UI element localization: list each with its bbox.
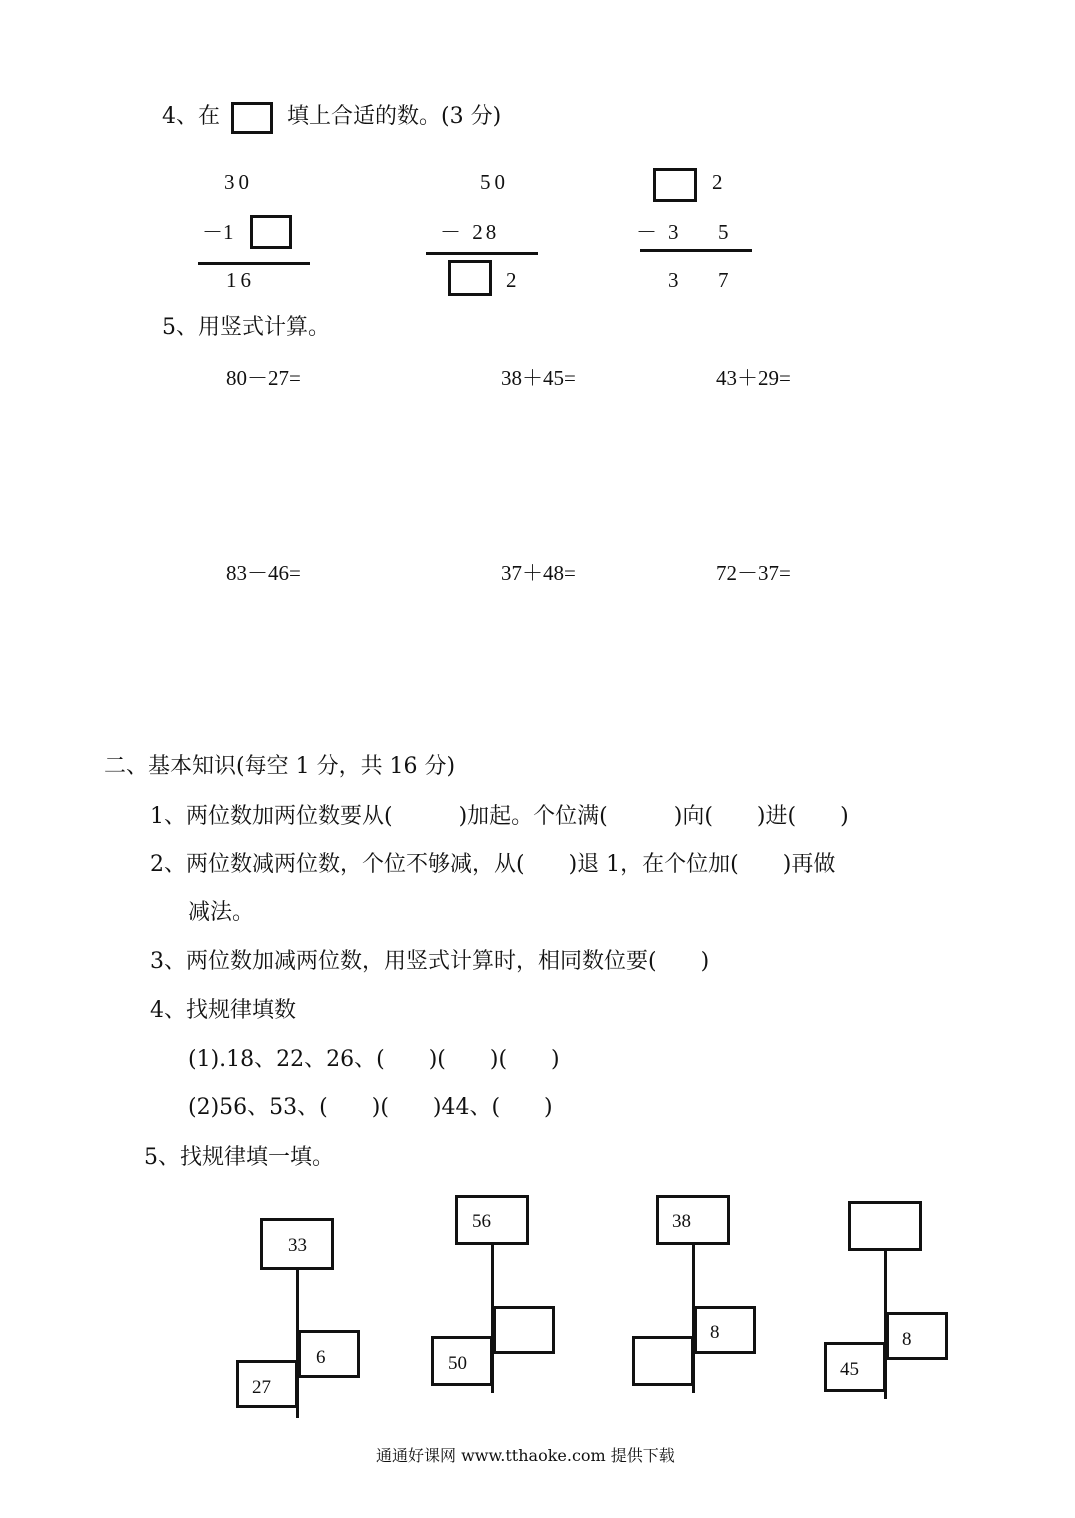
q5-title: 5、用竖式计算。 [162, 315, 330, 340]
q4-p1-result: 16 [226, 268, 255, 292]
q4-p1-minus: －1 [202, 220, 234, 244]
tree-3-right-value: 8 [710, 1322, 720, 1343]
q5-expr-2: 38＋45= [501, 366, 576, 390]
q4-p3-result-ones: 7 [718, 268, 729, 292]
tree-1-top-value: 33 [288, 1235, 307, 1256]
q4-p3-blank[interactable] [653, 168, 697, 202]
q4-p2-result: 2 [506, 268, 517, 292]
q5-expr-4: 83－46= [226, 561, 301, 585]
s2-q2-line2: 减法。 [188, 900, 255, 925]
tree-4-top-box[interactable] [848, 1201, 922, 1251]
q5-expr-6: 72－37= [716, 561, 791, 585]
q4-p1-line [198, 262, 310, 265]
q5-expr-5: 37＋48= [501, 561, 576, 585]
tree-1-right-box [298, 1330, 360, 1378]
tree-2-left-value: 50 [448, 1353, 467, 1374]
tree-2-top-value: 56 [472, 1211, 491, 1232]
q5-expr-3: 43＋29= [716, 366, 791, 390]
tree-2-top-box [455, 1195, 529, 1245]
section2-title: 二、基本知识(每空 1 分，共 16 分) [104, 754, 456, 779]
q5-expr-1: 80－27= [226, 366, 301, 390]
tree-3-left-box[interactable] [632, 1336, 694, 1386]
tree-3-top-box [656, 1195, 730, 1245]
s2-q4-2: (2)56、53、( )( )44、( ) [188, 1095, 553, 1120]
tree-1-right-value: 6 [316, 1347, 326, 1368]
s2-q3: 3、两位数加减两位数，用竖式计算时，相同数位要( ) [150, 949, 710, 974]
q4-p2-top: 50 [480, 170, 509, 194]
tree-4-right-box [886, 1312, 948, 1360]
q4-p2-minus: － 28 [440, 220, 500, 244]
q4-p3-minus-tens: 3 [668, 220, 679, 244]
q4-suffix: 填上合适的数。(3 分) [287, 104, 502, 129]
q4-p3-top: 2 [712, 170, 723, 194]
q4-prefix: 4、在 [162, 104, 220, 129]
tree-4-right-value: 8 [902, 1329, 912, 1350]
tree-3-top-value: 38 [672, 1211, 691, 1232]
s2-q4-title: 4、找规律填数 [150, 998, 296, 1023]
q4-p2-blank[interactable] [448, 260, 492, 296]
q4-p1-blank[interactable] [250, 215, 292, 249]
footer-text: 通通好课网 www.tthaoke.com 提供下载 [376, 1446, 675, 1465]
q4-p3-result-tens: 3 [668, 268, 679, 292]
tree-3-right-box [694, 1306, 756, 1354]
q4-p3-minus: － [636, 220, 657, 244]
q4-p1-top: 30 [224, 170, 253, 194]
s2-q4-1: (1).18、22、26、( )( )( ) [188, 1047, 560, 1072]
tree-4-left-value: 45 [840, 1359, 859, 1380]
q4-p3-minus-ones: 5 [718, 220, 729, 244]
s2-q1: 1、两位数加两位数要从( )加起。个位满( )向( )进( ) [150, 804, 849, 829]
s2-q5-title: 5、找规律填一填。 [144, 1145, 334, 1170]
q4-example-box [231, 102, 273, 134]
tree-1-left-value: 27 [252, 1377, 271, 1398]
q4-p2-line [426, 252, 538, 255]
s2-q2-line1: 2、两位数减两位数，个位不够减，从( )退 1，在个位加( )再做 [150, 852, 836, 877]
q4-p3-line [640, 249, 752, 252]
tree-2-right-box[interactable] [493, 1306, 555, 1354]
